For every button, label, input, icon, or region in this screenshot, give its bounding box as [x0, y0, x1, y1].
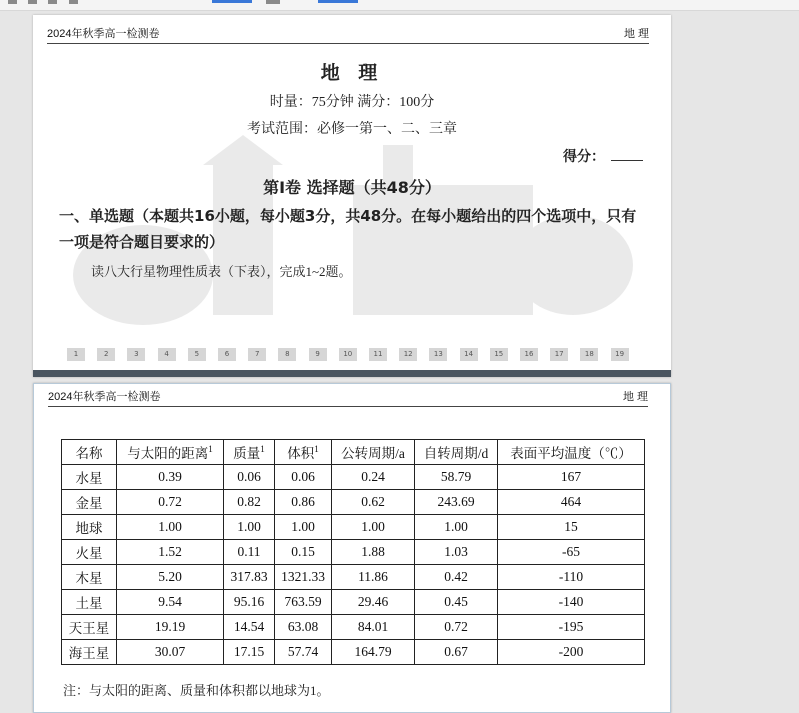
table-cell: 58.79 — [415, 465, 498, 490]
footnote-mark: 1 — [208, 444, 213, 454]
table-cell: -110 — [498, 565, 645, 590]
table-row — [62, 465, 645, 490]
page-number-item[interactable]: 17 — [550, 348, 568, 361]
paper-title: 地 理 — [320, 62, 384, 84]
table-cell: 464 — [498, 490, 645, 515]
column-header — [117, 440, 224, 465]
table-cell: 57.74 — [275, 640, 332, 665]
table-cell: 0.15 — [275, 540, 332, 565]
toolbar-tab[interactable] — [318, 0, 358, 3]
column-header-label: 体积 — [287, 446, 315, 461]
table-cell: 0.39 — [117, 465, 224, 490]
table-cell: 1.00 — [224, 515, 275, 540]
table-cell: 15 — [498, 515, 645, 540]
header-exam-name: 2024年秋季高一检测卷 — [47, 28, 160, 40]
table-cell: 1.00 — [332, 515, 415, 540]
table-cell: 木星 — [62, 565, 117, 590]
table-cell: 19.19 — [117, 615, 224, 640]
table-cell: 9.54 — [117, 590, 224, 615]
table-cell: 0.11 — [224, 540, 275, 565]
table-cell: -65 — [498, 540, 645, 565]
table-cell: 0.45 — [415, 590, 498, 615]
column-header: 表面平均温度（℃） — [498, 440, 645, 465]
table-cell: -200 — [498, 640, 645, 665]
header-subject: 地 理 — [623, 28, 649, 40]
table-cell: 0.67 — [415, 640, 498, 665]
table-cell: 1.52 — [117, 540, 224, 565]
score-field — [563, 146, 643, 166]
table-cell: 84.01 — [332, 615, 415, 640]
page-number-item[interactable]: 2 — [97, 348, 115, 361]
table-cell: -195 — [498, 615, 645, 640]
table-cell: -140 — [498, 590, 645, 615]
table-note: 注：与太阳的距离、质量和体积都以地球为1。 — [63, 683, 330, 698]
page-number-item[interactable]: 9 — [309, 348, 327, 361]
table-row — [62, 515, 645, 540]
table-header-row — [62, 440, 645, 465]
toolbar-tab[interactable] — [212, 0, 252, 3]
table-cell: 17.15 — [224, 640, 275, 665]
page-number-item[interactable]: 12 — [399, 348, 417, 361]
page-number-item[interactable]: 4 — [158, 348, 176, 361]
table-cell: 763.59 — [275, 590, 332, 615]
page-number-item[interactable]: 18 — [580, 348, 598, 361]
table-cell: 水星 — [62, 465, 117, 490]
toolbar-icon[interactable] — [8, 0, 17, 4]
column-header: 自转周期/d — [415, 440, 498, 465]
table-cell: 5.20 — [117, 565, 224, 590]
table-row — [62, 590, 645, 615]
table-cell: 海王星 — [62, 640, 117, 665]
footnote-mark: 1 — [260, 444, 265, 454]
table-cell: 火星 — [62, 540, 117, 565]
footnote-mark: 1 — [314, 444, 319, 454]
page-header — [48, 386, 648, 407]
document-page-2 — [33, 383, 671, 713]
exam-scope-line: 考试范围：必修一第一、二、三章 — [247, 122, 457, 137]
page-number-item[interactable]: 5 — [188, 348, 206, 361]
table-cell: 1.03 — [415, 540, 498, 565]
header-exam-name: 2024年秋季高一检测卷 — [48, 391, 161, 403]
table-cell: 0.24 — [332, 465, 415, 490]
table-cell: 0.72 — [117, 490, 224, 515]
toolbar-icon[interactable] — [28, 0, 37, 4]
page-number-item[interactable]: 11 — [369, 348, 387, 361]
page-number-item[interactable]: 3 — [127, 348, 145, 361]
page-number-item[interactable]: 14 — [460, 348, 478, 361]
page-header — [47, 23, 649, 44]
planet-properties-table — [61, 439, 645, 665]
table-cell: 天王星 — [62, 615, 117, 640]
table-cell: 167 — [498, 465, 645, 490]
table-cell: 0.42 — [415, 565, 498, 590]
table-cell: 95.16 — [224, 590, 275, 615]
table-cell: 土星 — [62, 590, 117, 615]
page-number-item[interactable]: 13 — [429, 348, 447, 361]
page-number-item[interactable]: 1 — [67, 348, 85, 361]
column-header-label: 质量 — [233, 446, 261, 461]
toolbar-icon[interactable] — [48, 0, 57, 4]
table-cell: 金星 — [62, 490, 117, 515]
page-number-item[interactable]: 19 — [611, 348, 629, 361]
page-number-item[interactable]: 6 — [218, 348, 236, 361]
page-number-item[interactable]: 7 — [248, 348, 266, 361]
table-cell: 0.06 — [224, 465, 275, 490]
table-cell: 164.79 — [332, 640, 415, 665]
page-number-item[interactable]: 10 — [339, 348, 357, 361]
page-number-item[interactable]: 15 — [490, 348, 508, 361]
table-row — [62, 565, 645, 590]
time-and-score-line: 时量：75分钟 满分：100分 — [269, 95, 435, 110]
table-cell: 地球 — [62, 515, 117, 540]
document-page-1 — [33, 15, 671, 377]
table-row — [62, 490, 645, 515]
table-cell: 243.69 — [415, 490, 498, 515]
table-row — [62, 615, 645, 640]
viewer-toolbar — [0, 0, 799, 11]
table-cell: 63.08 — [275, 615, 332, 640]
question-type-heading: 一、单选题（本题共16小题，每小题3分，共48分。在每小题给出的四个选项中，只有一项是符合题目要求的） — [59, 207, 637, 251]
header-subject: 地 理 — [622, 391, 648, 403]
score-label: 得分： — [563, 149, 605, 165]
table-cell: 0.06 — [275, 465, 332, 490]
table-cell: 0.86 — [275, 490, 332, 515]
column-header — [275, 440, 332, 465]
column-header-label: 与太阳的距离 — [127, 446, 209, 461]
table-cell: 29.46 — [332, 590, 415, 615]
page-number-item[interactable]: 8 — [278, 348, 296, 361]
column-header: 公转周期/a — [332, 440, 415, 465]
table-cell: 14.54 — [224, 615, 275, 640]
table-row — [62, 640, 645, 665]
page-bottom-bar — [33, 370, 671, 377]
table-cell: 0.72 — [415, 615, 498, 640]
score-blank — [611, 148, 643, 161]
column-header — [224, 440, 275, 465]
table-cell: 0.82 — [224, 490, 275, 515]
table-cell: 11.86 — [332, 565, 415, 590]
section-title: 第Ⅰ卷 选择题（共48分） — [263, 178, 441, 197]
table-cell: 30.07 — [117, 640, 224, 665]
table-row — [62, 540, 645, 565]
toolbar-icon[interactable] — [266, 0, 280, 4]
page-number-item[interactable]: 16 — [520, 348, 538, 361]
toolbar-icon[interactable] — [69, 0, 78, 4]
table-cell: 317.83 — [224, 565, 275, 590]
table-cell: 1.00 — [275, 515, 332, 540]
question-intro: 读八大行星物理性质表（下表），完成1~2题。 — [91, 264, 352, 279]
table-cell: 1321.33 — [275, 565, 332, 590]
table-cell: 1.00 — [117, 515, 224, 540]
table-cell: 1.88 — [332, 540, 415, 565]
table-cell: 0.62 — [332, 490, 415, 515]
column-header: 名称 — [62, 440, 117, 465]
table-cell: 1.00 — [415, 515, 498, 540]
